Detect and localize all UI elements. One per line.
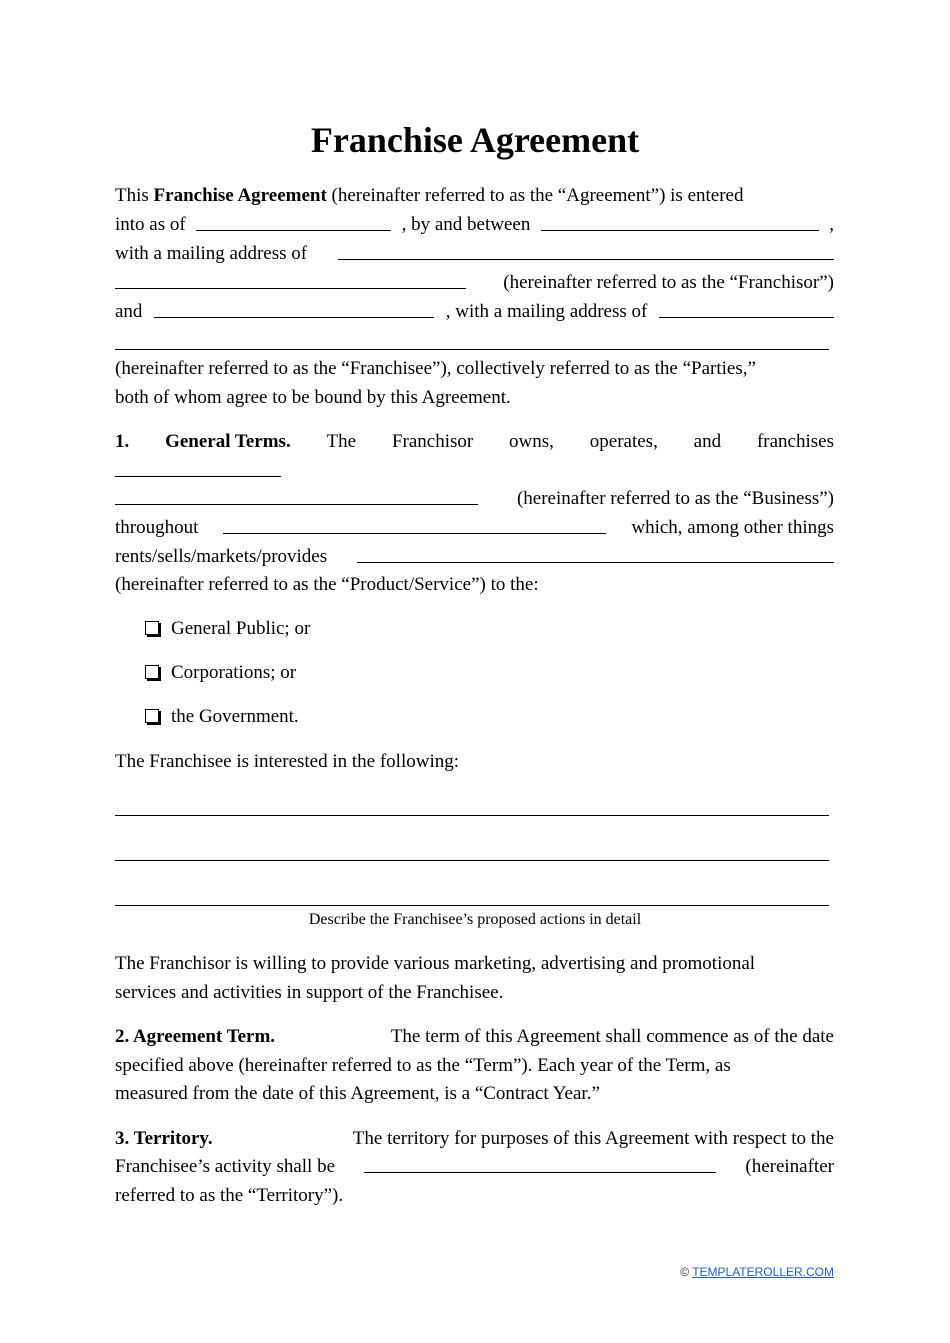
- checkbox-icon[interactable]: [145, 709, 159, 723]
- franchisee-address-field-2[interactable]: [115, 349, 829, 350]
- franchisor-name-field[interactable]: [541, 213, 819, 231]
- throughout-line: throughout which, among other things: [115, 517, 834, 538]
- territory-field[interactable]: [364, 1155, 716, 1173]
- business-type-line: [115, 459, 834, 484]
- intro-line-2: into as of , by and between ,: [115, 214, 834, 235]
- templateroller-link[interactable]: TEMPLATEROLLER.COM: [692, 1265, 834, 1279]
- intro-line-8: both of whom agree to be bound by this Agreement.: [115, 387, 511, 408]
- option-corporations[interactable]: Corporations; or: [145, 661, 296, 685]
- proposed-actions-field-2[interactable]: [115, 860, 829, 861]
- section2-line-2: specified above (hereinafter referred to as the “Term”). Each year of the Term, as: [115, 1055, 731, 1076]
- business-name-field[interactable]: [115, 487, 478, 505]
- product-line: (hereinafter referred to as the “Product/Service”) to the:: [115, 574, 539, 595]
- franchisee-name-field[interactable]: [154, 300, 434, 318]
- section2-line-1: 2. Agreement Term. The term of this Agreement shall commence as of the date: [115, 1026, 834, 1047]
- section3-line-3: referred to as the “Territory”).: [115, 1185, 344, 1206]
- section3-line-1: 3. Territory. The territory for purposes of this Agreement with respect to the: [115, 1128, 834, 1149]
- copyright-symbol: ©: [680, 1265, 690, 1279]
- option-general-public[interactable]: General Public; or: [145, 617, 310, 641]
- proposed-actions-field-3[interactable]: [115, 905, 829, 906]
- interested-line: The Franchisee is interested in the following:: [115, 751, 460, 772]
- option-government[interactable]: the Government.: [145, 705, 299, 729]
- intro-line-3: with a mailing address of: [115, 242, 834, 266]
- business-area-field[interactable]: [223, 516, 606, 534]
- proposed-actions-field-1[interactable]: [115, 815, 829, 816]
- business-type-field[interactable]: [115, 459, 281, 477]
- section2-line-3: measured from the date of this Agreement, is a “Contract Year.”: [115, 1083, 600, 1104]
- section3-line-2: Franchisee’s activity shall be (hereinafter: [115, 1156, 834, 1177]
- intro-line-4: (hereinafter referred to as the “Franchisor”): [115, 271, 834, 295]
- section1-heading-line: 1. General Terms. The Franchisor owns, operates, and franchises: [115, 431, 834, 452]
- checkbox-icon[interactable]: [145, 665, 159, 679]
- footer-credit: [680, 1265, 834, 1279]
- document-title: Franchise Agreement: [310, 120, 640, 160]
- franchisee-address-field-1[interactable]: [659, 300, 834, 318]
- product-service-field[interactable]: [357, 545, 834, 563]
- intro-line-1: This Franchise Agreement (hereinafter referred to as the “Agreement”) is entered: [115, 185, 744, 206]
- proposed-actions-caption: Describe the Franchisee’s proposed actions in detail: [308, 911, 642, 928]
- agreement-date-field[interactable]: [196, 213, 391, 231]
- franchisor-address-field-1[interactable]: [338, 242, 834, 260]
- intro-line-5: and , with a mailing address of: [115, 300, 834, 324]
- business-line: (hereinafter referred to as the “Business”): [115, 487, 834, 511]
- intro-line-7: (hereinafter referred to as the “Franchisee”), collectively referred to as the “Parties,”: [115, 358, 756, 379]
- checkbox-icon[interactable]: [145, 621, 159, 635]
- franchisor-address-field-2[interactable]: [115, 271, 466, 289]
- willing-line-2: services and activities in support of the Franchisee.: [115, 982, 504, 1003]
- willing-line-1: The Franchisor is willing to provide various marketing, advertising and promotional: [115, 953, 756, 974]
- rents-line: rents/sells/markets/provides: [115, 545, 834, 569]
